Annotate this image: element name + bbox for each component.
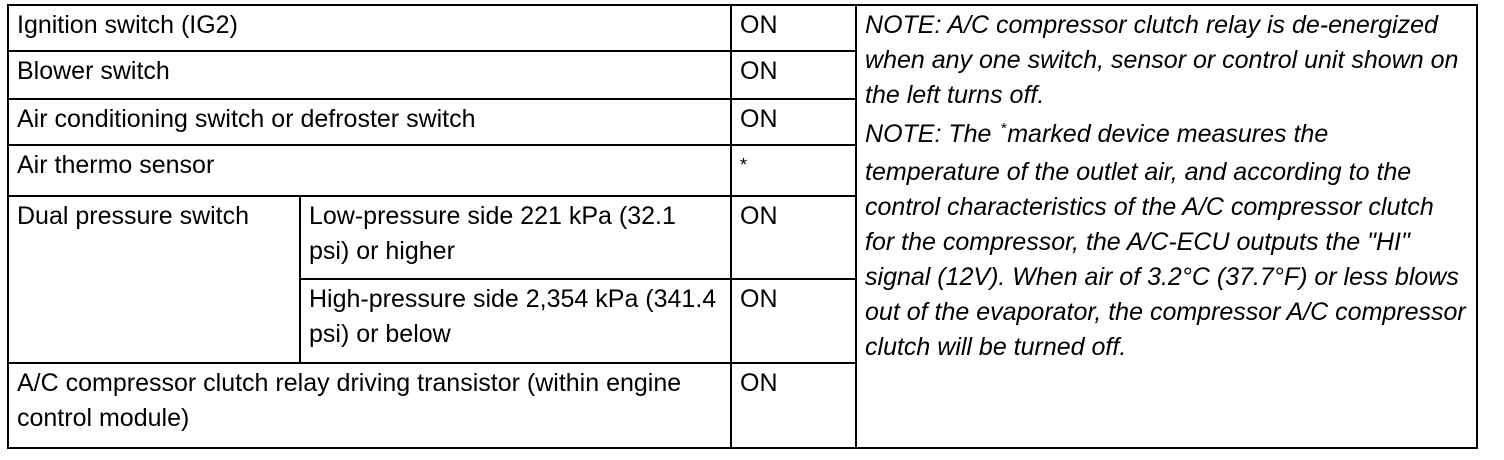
note-relay-deenergized: NOTE: A/C compressor clutch relay is de-energized when any one switch, sensor or control unit shown on the left turns off. [865,11,1459,109]
low-pressure-side-label: Low-pressure side 221 kPa (32.1 psi) or higher [300,196,731,280]
table-row [8,5,1477,51]
blower-switch-state: ON [731,51,856,98]
high-pressure-side-state: ON [731,279,856,363]
air-thermo-sensor-state: * [731,145,856,195]
air-thermo-sensor-label: Air thermo sensor [8,145,731,195]
note-marked-device [865,117,1468,365]
ac-clutch-condition-table [7,4,1478,449]
dual-pressure-switch-label: Dual pressure switch [8,196,300,364]
low-pressure-side-state: ON [731,196,856,280]
notes-cell [856,5,1477,448]
ac-switch-label: Air conditioning switch or defroster switch [8,99,731,145]
relay-transistor-label: A/C compressor clutch relay driving transistor (within engine control module) [8,363,731,448]
ignition-switch-state: ON [731,5,856,51]
note2-star-mark: * [1000,120,1007,137]
ignition-switch-label: Ignition switch (IG2) [8,5,731,51]
ac-switch-state: ON [731,99,856,145]
high-pressure-side-label: High-pressure side 2,354 kPa (341.4 psi) or below [300,279,731,363]
note2-prefix: NOTE: The [865,120,999,148]
relay-transistor-state: ON [731,363,856,448]
blower-switch-label: Blower switch [8,51,731,98]
note2-body: marked device measures the temperature of the outlet air, and according to the control characteristics of the A/C compressor clutch for the compressor, the A/C-ECU outputs the "HI" signal (12V). When air of 3.2°C (37.7°F) or less blows out of the evaporator, the compressor A/C compressor clutch will be turned off. [865,120,1466,361]
